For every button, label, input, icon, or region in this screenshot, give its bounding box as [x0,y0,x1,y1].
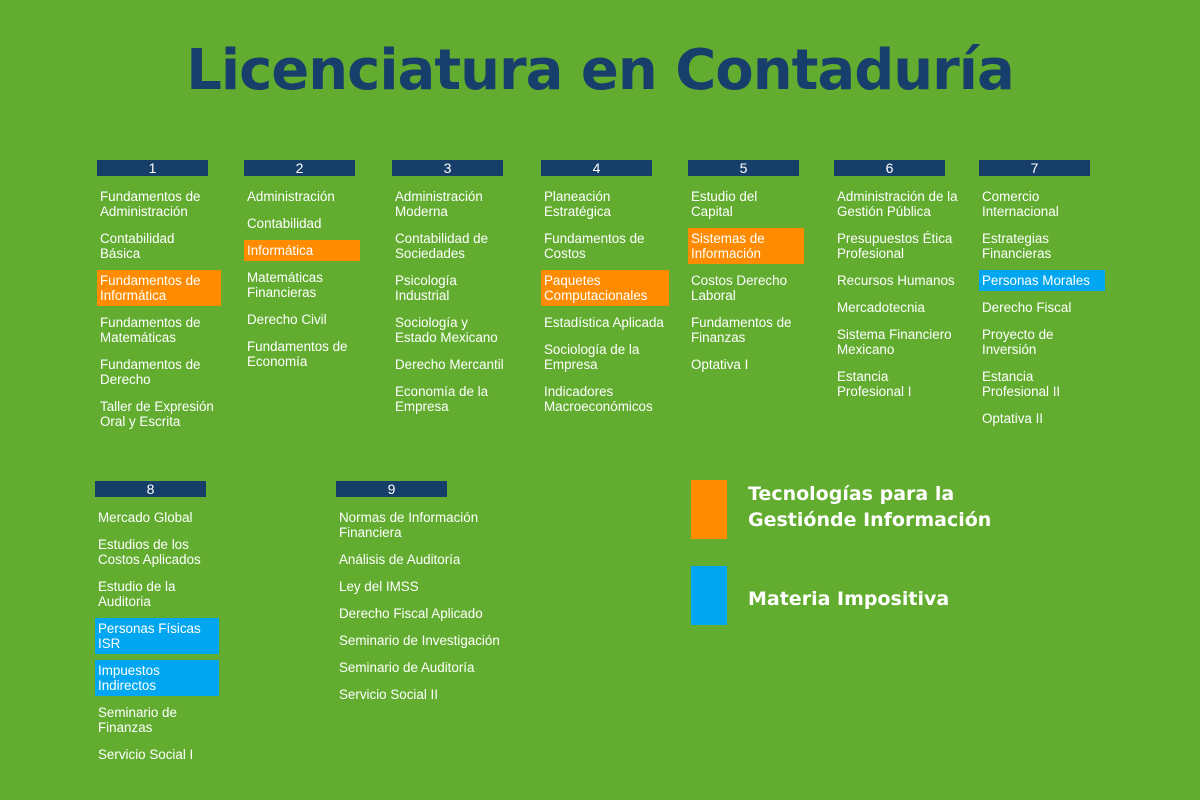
page-title: Licenciatura en Contaduría [186,38,1014,103]
semester-header: 5 [688,160,799,176]
subject-item: Personas Morales [979,270,1105,291]
subject-item: Paquetes Computacionales [541,270,669,306]
subject-item: Administración [247,189,335,204]
semester-column-3 [392,160,516,423]
subject-item: Fundamentos de Finanzas [691,315,792,345]
subject-item: Contabilidad de Sociedades [395,231,489,261]
subject-item: Estudio del Capital [691,189,758,219]
subject-item: Análisis de Auditoría [339,552,461,567]
semester-column-1 [97,160,221,438]
subject-item: Impuestos Indirectos [95,660,219,696]
semester-column-9 [336,481,506,711]
legend-label-orange: Tecnologías para la Gestiónde Información [748,483,992,531]
subject-item: Costos Derecho Laboral [691,273,788,303]
subject-item: Contabilidad Básica [100,231,175,261]
subject-item: Ley del IMSS [339,579,419,594]
subject-item: Seminario de Finanzas [98,705,177,735]
subject-item: Proyecto de Inversión [982,327,1054,357]
subject-item: Presupuestos Ética Profesional [837,231,953,261]
subject-item: Matemáticas Financieras [247,270,323,300]
subject-item: Fundamentos de Matemáticas [100,315,201,345]
legend-label-blue: Materia Impositiva [748,588,950,610]
subject-item: Administración de la Gestión Pública [837,189,958,219]
subject-item: Estancia Profesional I [837,369,912,399]
subject-item: Sistema Financiero Mexicano [837,327,952,357]
semester-column-6 [834,160,962,408]
subject-item: Fundamentos de Derecho [100,357,201,387]
subject-item: Estancia Profesional II [982,369,1061,399]
subject-item: Indicadores Macroeconómicos [544,384,653,414]
subject-item: Administración Moderna [395,189,483,219]
subject-item: Derecho Civil [247,312,327,327]
semester-header: 7 [979,160,1090,176]
subject-item: Fundamentos de Administración [100,189,201,219]
semester-column-7 [979,160,1105,435]
subject-item: Servicio Social I [98,747,194,762]
subject-item: Fundamentos de Economía [247,339,348,369]
subject-item: Psicología Industrial [395,273,457,303]
subject-item: Derecho Fiscal Aplicado [339,606,483,621]
subject-item: Fundamentos de Costos [544,231,645,261]
semester-header: 4 [541,160,652,176]
subject-item: Derecho Fiscal [982,300,1072,315]
subject-item: Mercadotecnia [837,300,925,315]
semester-header: 3 [392,160,503,176]
subject-item: Sociología de la Empresa [544,342,640,372]
subject-item: Economía de la Empresa [395,384,489,414]
semester-header: 8 [95,481,206,497]
subject-item: Taller de Expresión Oral y Escrita [100,399,214,429]
semester-column-5 [688,160,804,381]
subject-item: Estudio de la Auditoria [98,579,176,609]
subject-item: Optativa II [982,411,1044,426]
semester-column-8 [95,481,219,771]
semester-column-2 [244,160,360,378]
subject-item: Sociología y Estado Mexicano [395,315,498,345]
subject-item: Comercio Internacional [982,189,1059,219]
subject-item: Derecho Mercantil [395,357,504,372]
subject-item: Sistemas de Información [688,228,804,264]
subject-item: Planeación Estratégica [544,189,611,219]
subject-item: Seminario de Auditoría [339,660,475,675]
subject-item: Optativa I [691,357,749,372]
subject-item: Seminario de Investigación [339,633,500,648]
subject-item: Servicio Social II [339,687,438,702]
semester-header: 9 [336,481,447,497]
subject-item: Personas Físicas ISR [95,618,219,654]
semester-header: 1 [97,160,208,176]
legend-swatch-blue [691,566,727,625]
subject-item: Estadística Aplicada [544,315,664,330]
legend-swatch-orange [691,480,727,539]
subject-item: Recursos Humanos [837,273,955,288]
subject-item: Fundamentos de Informática [97,270,221,306]
subject-item: Estudios de los Costos Aplicados [98,537,201,567]
subject-item: Mercado Global [98,510,193,525]
subject-item: Contabilidad [247,216,322,231]
subject-item: Normas de Información Financiera [339,510,479,540]
semester-column-4 [541,160,669,423]
subject-item: Informática [244,240,360,261]
semester-header: 6 [834,160,945,176]
subject-item: Estrategias Financieras [982,231,1052,261]
semester-header: 2 [244,160,355,176]
